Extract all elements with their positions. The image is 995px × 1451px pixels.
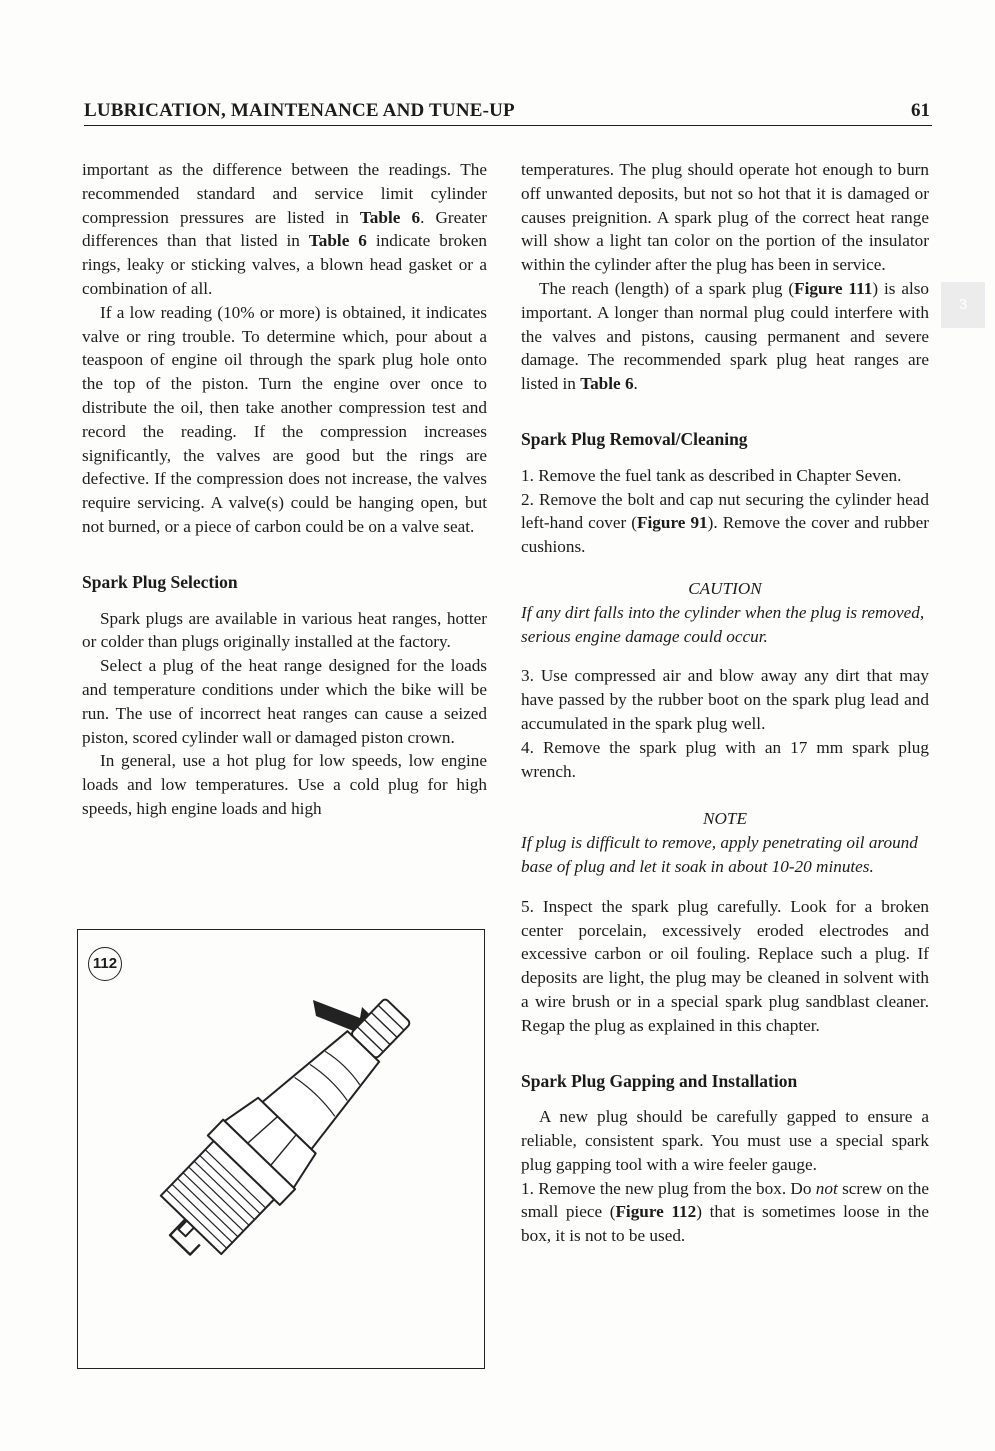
note-title: NOTE: [703, 809, 747, 829]
caution-title: CAUTION: [688, 578, 762, 598]
figure-112: [77, 929, 485, 1369]
step-item: 1. Remove the fuel tank as described in Chapter Seven.: [521, 465, 902, 485]
page-number: 61: [911, 100, 930, 121]
chapter-side-tab: 3: [941, 282, 985, 328]
step-item: 3. Use compressed air and blow away any dirt that may have passed by the rubber boot on the spark plug lead and accumulated in the spark plug well.: [521, 666, 929, 733]
section-heading: Spark Plug Removal/Cleaning: [521, 428, 748, 449]
section-heading: Spark Plug Gapping and Installation: [521, 1070, 798, 1091]
header-rule: [84, 125, 932, 126]
paragraph: A new plug should be carefully gapped to ensure a reliable, consistent spark. You must use a special spark plug gapping tool with a wire feeler gauge.: [521, 1107, 929, 1174]
step-item: 4. Remove the spark plug with an 17 mm spark plug wrench.: [521, 737, 929, 781]
paragraph: If a low reading (10% or more) is obtained, it indicates valve or ring trouble. To determine which, pour about a teaspoon of engine oil through the spark plug hole onto the top of the piston. Turn the engine over once to distribute the oil, then take another compression test and record the reading. If the compression increases significantly, the valves are good but the rings are defective. If the compression does not increase, the valves require servicing. A valve(s) could be hanging open, but not burned, or a piece of carbon could be on a valve seat.: [82, 302, 487, 536]
section-heading: Spark Plug Selection: [82, 571, 238, 592]
paragraph: Select a plug of the heat range designed for the loads and temperature conditions under which the bike will be run. The use of incorrect heat ranges can cause a seized piston, scored cylinder wall or damaged piston crown.: [82, 656, 487, 747]
running-head-title: LUBRICATION, MAINTENANCE AND TUNE-UP: [84, 100, 515, 121]
figure-number-badge: 112: [88, 947, 122, 981]
right-column: [521, 158, 929, 1248]
spark-plug-icon: [78, 930, 483, 1367]
paragraph: Spark plugs are available in various heat ranges, hotter or colder than plugs originally installed at the factory.: [82, 608, 487, 652]
paragraph: temperatures. The plug should operate hot enough to burn off unwanted deposits, but not so hot that it is damaged or causes preignition. A spark plug of the correct heat range will show a light tan color on the portion of the insulator within the cylinder after the plug has been in service.: [521, 160, 929, 275]
paragraph: The reach (length) of a spark plug (Figure 111) is also important. A longer than normal plug could interfere with the valves and pistons, causing permanent and severe damage. The recommended spark plug heat ranges are listed in Table 6.: [521, 278, 929, 394]
note-text: If plug is difficult to remove, apply penetrating oil around base of plug and let it soak in about 10-20 minutes.: [521, 833, 918, 876]
left-column: [82, 158, 487, 821]
page-header: [84, 100, 932, 128]
paragraph: important as the difference between the readings. The recommended standard and service limit cylinder compression pressures are listed in Table 6. Greater differences than that listed in Table 6 indicate broken rings, leaky or sticking valves, a blown head gasket or a combination of all.: [82, 160, 487, 298]
step-item: 2. Remove the bolt and cap nut securing the cylinder head left-hand cover (Figure 91). Remove the cover and rubber cushions.: [521, 489, 930, 557]
caution-text: If any dirt falls into the cylinder when the plug is removed, serious engine damage could occur.: [521, 602, 925, 646]
step-item: 5. Inspect the spark plug carefully. Look for a broken center porcelain, excessively eroded electrodes and excessive carbon or oil fouling. Replace such a plug. If deposits are light, the plug may be cleaned in solvent with a wire brush or in a special spark plug sandblast cleaner. Regap the plug as explained in this chapter.: [521, 896, 929, 1035]
step-item: 1. Remove the new plug from the box. Do not screw on the small piece (Figure 112) that is sometimes loose in the box, it is not to be used.: [521, 1178, 929, 1246]
paragraph: In general, use a hot plug for low speeds, low engine loads and low temperatures. Use a cold plug for high speeds, high engine loads and high: [82, 751, 487, 818]
